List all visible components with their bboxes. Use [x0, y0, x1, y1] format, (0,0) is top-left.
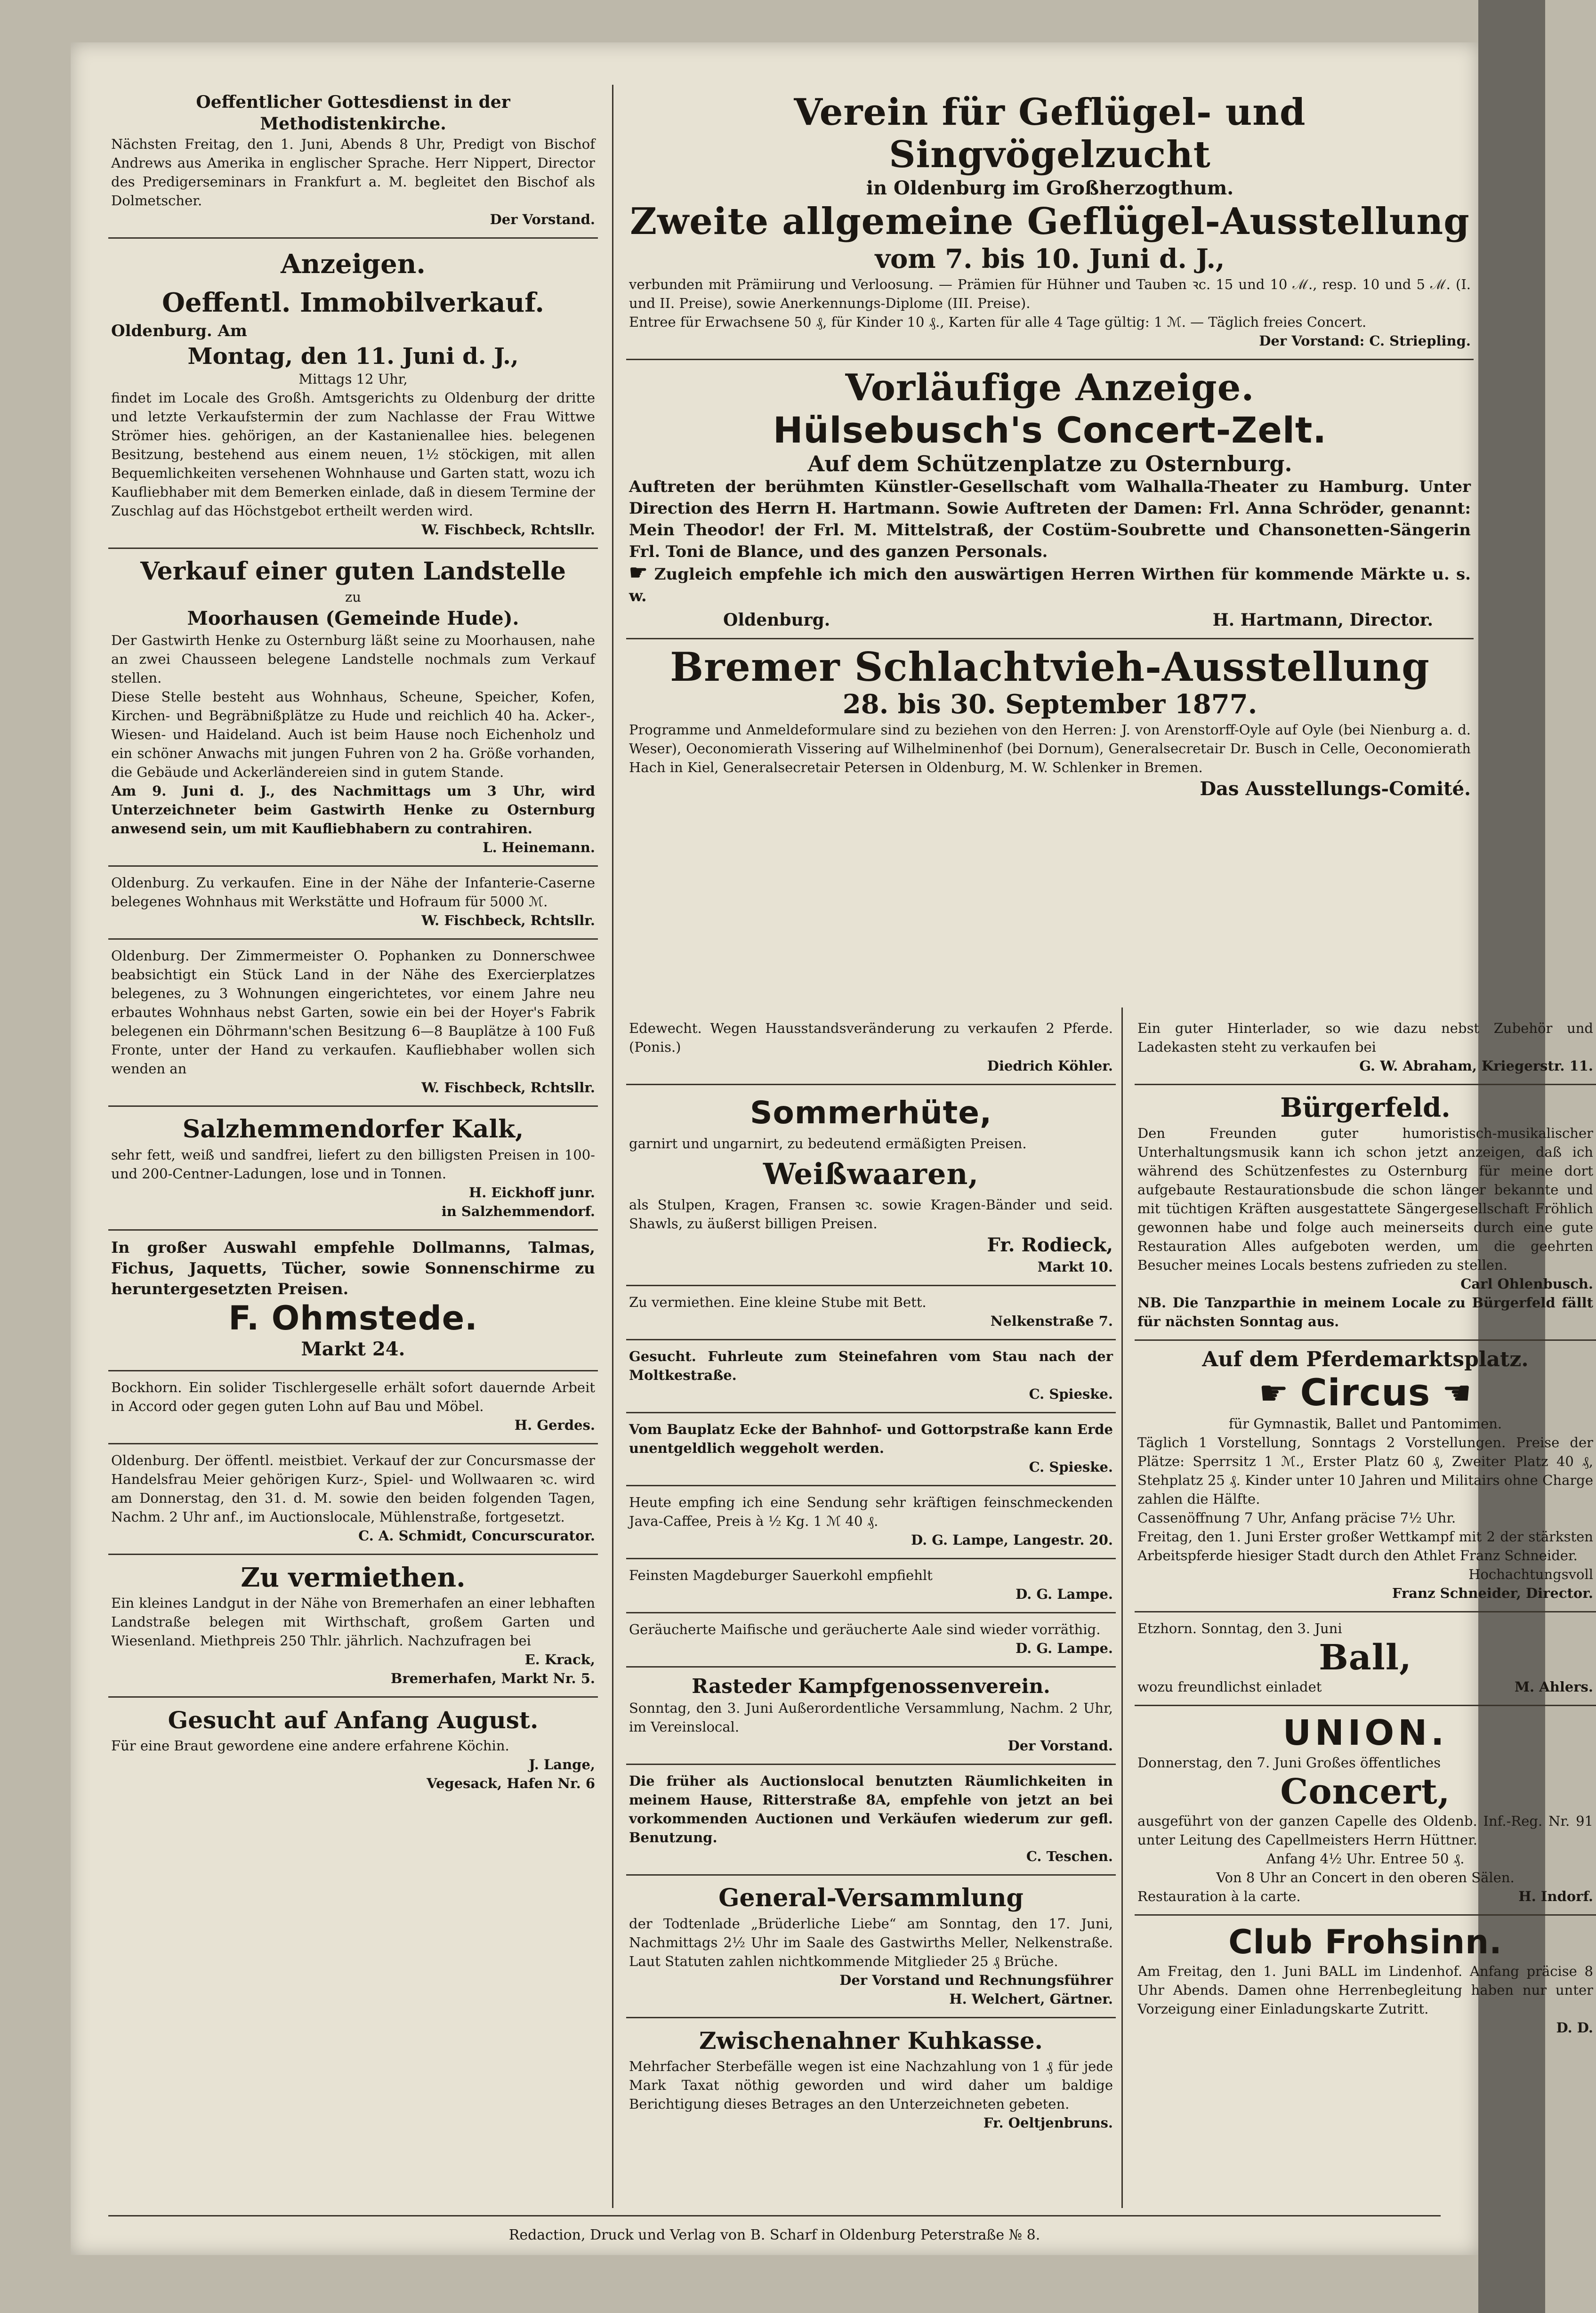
- ad-text: Cassenöffnung 7 Uhr, Anfang präcise 7½ Uhr.: [1137, 1510, 1456, 1526]
- ad-signature: Diedrich Köhler.: [987, 1058, 1113, 1074]
- ad-signature: L. Heinemann.: [483, 839, 595, 855]
- ad-signature: Franz Schneider, Director.: [1392, 1585, 1593, 1601]
- ad-tischler: [108, 1371, 598, 1444]
- ad-title: Vorläufige Anzeige.: [845, 366, 1255, 409]
- ad-title-2: Zweite allgemeine Geflügel-Ausstellung: [630, 200, 1470, 243]
- ad-text: Sonntag, den 3. Juni Außerordentliche Versammlung, Nachm. 2 Uhr, im Vereinslocal.: [629, 1700, 1113, 1735]
- ad-text: Den Freunden guter humoristisch-musikalischer Unterhaltungsmusik kann ich schon jetzt anzeigen, daß ich während des Schützenfestes zu Osternburg für meine dort aufgebaute Restaurationsbude die schon länger bekannte und mit tüchtigen Kräften ausgestattete Sängergesellschaft Fröhlich gewonnen habe und folge auch meinerseits durch eine gute Restauration Alles aufgeboten werden, um die geehrten Besucher meines Locals bestens zufrieden zu stellen.: [1137, 1125, 1593, 1273]
- ad-club-frohsinn: [1135, 1916, 1596, 2046]
- ad-teschen: [626, 1765, 1116, 1876]
- ad-address: Markt 24.: [301, 1338, 405, 1360]
- ad-lampe-sauerkohl: [626, 1559, 1116, 1613]
- ad-text: verbunden mit Prämiirung und Verloosung. — Prämien für Hühner und Tauben ꝛc. 15 und 10 ℳ., resp. 10 und 5 ℳ. (I. und II. Preise), sowie Anerkennungs-Diplome (III. Preise).: [629, 276, 1471, 311]
- ad-title: Verkauf einer guten Landstelle: [140, 557, 566, 586]
- pointing-hand-left-icon: ☛: [1442, 1374, 1472, 1412]
- center-column: [626, 1012, 1116, 2217]
- ad-title: Circus: [1300, 1372, 1431, 1414]
- ad-title-2: Concert,: [1280, 1772, 1451, 1812]
- ad-fuhrleute: [626, 1340, 1116, 1413]
- ad-title: Oeffentlicher Gottesdienst in der Methodistenkirche.: [196, 92, 510, 134]
- ad-title: Bremer Schlachtvieh-Ausstellung: [670, 644, 1430, 690]
- ad-time: Mittags 12 Uhr,: [298, 371, 408, 387]
- ad-zu: zu: [345, 589, 361, 605]
- ad-title: Oeffentl. Immobilverkauf.: [162, 287, 544, 318]
- ad-immobilverkauf: [108, 280, 598, 549]
- ad-text: der Todtenlade „Brüderliche Liebe“ am Sonntag, den 17. Juni, Nachmittags 2½ Uhr im Saale des Gastwirths Meller, Nelkenstraße. Laut Statuten zahlen nichtkommende Mitglieder 25 ₰ Brüche.: [629, 1916, 1113, 1969]
- ad-title: Salzhemmendorfer Kalk,: [182, 1115, 524, 1144]
- ad-title: UNION.: [1282, 1713, 1448, 1753]
- ad-vermiethen: [108, 1555, 598, 1698]
- ad-text: Am 9. Juni d. J., des Nachmittags um 3 Uhr, wird Unterzeichneter beim Gastwirth Henke zu Osternburg anwesend sein, um mit Kaufliebhabern zu contrahiren.: [111, 783, 595, 837]
- ad-generalversammlung: [626, 1876, 1116, 2018]
- ad-lampe-maifische: [626, 1613, 1116, 1668]
- ad-text: Für eine Braut gewordene eine andere erfahrene Köchin.: [111, 1738, 509, 1754]
- ad-koechin: [108, 1698, 598, 1801]
- ad-erde: [626, 1413, 1116, 1486]
- ad-signature: Der Vorstand und Rechnungsführer: [839, 1972, 1113, 1988]
- ad-title-2: Weißwaaren,: [763, 1157, 979, 1191]
- imprint-footer: Redaction, Druck und Verlag von B. Scharf in Oldenburg Peterstraße № 8.: [508, 2227, 1040, 2243]
- ad-union: [1135, 1706, 1596, 1916]
- ad-signature: Der Vorstand.: [1008, 1738, 1113, 1754]
- ad-signature: H. Eickhoff junr.: [468, 1185, 595, 1201]
- ad-text: sehr fett, weiß und sandfrei, liefert zu den billigsten Preisen in 100- und 200-Centner-Ladungen, lose und in Tonnen.: [111, 1147, 595, 1182]
- ad-signature: C. Teschen.: [1026, 1848, 1113, 1864]
- ad-place: Oldenburg. Am: [111, 322, 247, 340]
- pointing-hand-icon: ☛: [629, 561, 648, 585]
- ad-signature: D. G. Lampe.: [1016, 1640, 1113, 1656]
- ad-ball: [1135, 1612, 1596, 1706]
- ad-signature: C. Spieske.: [1029, 1386, 1113, 1402]
- ad-title: Zu vermiethen.: [241, 1562, 466, 1593]
- ad-text: Vom Bauplatz Ecke der Bahnhof- und Gottorpstraße kann Erde unentgeldlich weggeholt werden.: [629, 1421, 1113, 1456]
- ad-signature: E. Krack,: [524, 1652, 595, 1668]
- ad-signature: Carl Ohlenbusch.: [1460, 1276, 1593, 1292]
- ad-bauplaetze: [108, 940, 598, 1107]
- ad-text: Etzhorn. Sonntag, den 3. Juni: [1137, 1620, 1342, 1636]
- ad-circus: [1135, 1341, 1596, 1612]
- ad-footer: [1137, 1887, 1593, 1906]
- ad-text: Bockhorn. Ein solider Tischlergeselle erhält sofort dauernde Arbeit in Accord oder gegen guten Lohn auf Bau und Möbel.: [111, 1379, 595, 1414]
- ad-kampfgenossen: [626, 1668, 1116, 1765]
- ad-place: Moorhausen (Gemeinde Hude).: [187, 607, 519, 629]
- ad-signature: Der Vorstand: C. Striepling.: [1259, 333, 1471, 349]
- ad-subtitle: Auf dem Schützenplatze zu Osternburg.: [807, 451, 1292, 476]
- ad-signature: C. Spieske.: [1029, 1459, 1113, 1475]
- ad-text: Edewecht. Wegen Hausstandsveränderung zu verkaufen 2 Pferde. (Ponis.): [629, 1020, 1113, 1055]
- ad-title-row: [1137, 1372, 1593, 1414]
- ad-title: General-Versammlung: [718, 1884, 1024, 1912]
- ad-signature: D. G. Lampe, Langestr. 20.: [911, 1532, 1113, 1548]
- ad-text: Donnerstag, den 7. Juni Großes öffentliches: [1137, 1755, 1441, 1771]
- ad-text: Programme und Anmeldeformulare sind zu beziehen von den Herren: J. von Arenstorff-Oyle auf Oyle (bei Nienburg a. d. Weser), Oeconomierath Vissering auf Wilhelminenhof (bei Dornum), Generalsecretair Dr. Busch in Celle, Oeconomierath Hach in Kiel, Generalsecretair Petersen in Oldenburg, M. W. Schlenker in Bremen.: [629, 722, 1471, 775]
- ad-title: Verein für Geflügel- und Singvögelzucht: [794, 91, 1306, 176]
- ad-text: Oldenburg. Zu verkaufen. Eine in der Nähe der Infanterie-Caserne belegenes Wohnhaus mit Werkstätte und Hofraum für 5000 ℳ.: [111, 875, 595, 910]
- ad-title: Bürgerfeld.: [1280, 1092, 1451, 1123]
- ad-ohmstede: [108, 1231, 598, 1371]
- ad-address: Markt 10.: [1037, 1259, 1113, 1275]
- right-top-ads: [626, 85, 1474, 810]
- ad-text: Ein guter Hinterlader, so wie dazu nebst Zubehör und Ladekasten steht zu verkaufen bei: [1137, 1020, 1593, 1055]
- ad-place: Oldenburg.: [723, 610, 830, 630]
- ad-text: Täglich 1 Vorstellung, Sonntags 2 Vorstellungen. Preise der Plätze: Sperrsitz 1 ℳ., Erster Platz 60 ₰, Zweiter Platz 40 ₰, Stehplatz 25 ₰. Kinder unter 10 Jahren und Militairs ohne Charge zahlen die Hälfte.: [1137, 1435, 1593, 1507]
- ad-name: F. Ohmstede.: [228, 1299, 478, 1338]
- ad-date: Montag, den 11. Juni d. J.,: [187, 343, 519, 370]
- ad-place: Auf dem Pferdemarktsplatz.: [1202, 1347, 1529, 1371]
- ad-schlachtvieh: [626, 639, 1474, 810]
- ad-title: Sommerhüte,: [750, 1095, 992, 1131]
- ad-text: Geräucherte Maifische und geräucherte Aale sind wieder vorräthig.: [629, 1621, 1101, 1637]
- ad-signature: in Salzhemmendorf.: [441, 1203, 595, 1219]
- column-divider-right: [1121, 1007, 1123, 2208]
- ad-dates: 28. bis 30. September 1877.: [842, 689, 1257, 720]
- ad-text: Auftreten der berühmten Künstler-Gesellschaft vom Walhalla-Theater zu Hamburg. Unter Direction des Herrn H. Hartmann. Sowie Auftreten der Damen: Frl. Anna Schröder, genannt: Mein Theodor! der Frl. M. Mittelstraß, der Costüm-Soubrette und Chansonetten-Sängerin Frl. Toni de Blance, und des ganzen Personals.: [629, 477, 1471, 561]
- ad-signature: H. Hartmann, Director.: [1212, 610, 1433, 630]
- ad-text: Diese Stelle besteht aus Wohnhaus, Scheune, Speicher, Kofen, Kirchen- und Begräbnißplätze zu Hude und reichlich 40 ha. Acker-, Wiesen- und Haideland. Auch ist beim Hause noch Eichenholz und ein schöner Anwachs mit jungen Fuhren von 2 ha. Größe vorhanden, die Gebäude und Ackerländereien sind in gutem Stande.: [111, 689, 595, 780]
- ad-text: [629, 563, 1471, 607]
- ad-signature: H. Welchert, Gärtner.: [949, 1991, 1113, 2007]
- ad-text: wozu freundlichst einladet: [1137, 1679, 1322, 1695]
- ad-text: Zu vermiethen. Eine kleine Stube mit Bett.: [629, 1294, 927, 1310]
- ad-subtitle: für Gymnastik, Ballet und Pantomimen.: [1228, 1416, 1502, 1432]
- ad-title: Ball,: [1319, 1637, 1412, 1678]
- ad-gottesdienst: [108, 85, 598, 239]
- ad-text: findet im Locale des Großh. Amtsgerichts zu Oldenburg der dritte und letzte Verkaufstermin der zum Nachlasse der Frau Wittwe Strömer hies. gehörigen, an der Kastanienallee hies. belegenen Besitzung, bestehend aus einem neuen, 1½ stöckigen, mit allen Bequemlichkeiten versehenen Wohnhause und Garten statt, wozu ich Kaufliebhaber mit dem Bemerken einlade, daß in diesem Termine der Zuschlag auf das Höchstgebot ertheilt werden wird.: [111, 390, 595, 519]
- ad-title-2: Hülsebusch's Concert-Zelt.: [773, 409, 1327, 451]
- ad-signature: Das Ausstellungs-Comité.: [1200, 778, 1471, 800]
- ad-lampe-caffee: [626, 1486, 1116, 1559]
- newspaper-page: [71, 42, 1593, 2255]
- ad-text: In großer Auswahl empfehle Dollmanns, Talmas, Fichus, Jaquetts, Tücher, sowie Sonnenschirme zu heruntergesetzten Preisen.: [111, 1238, 595, 1298]
- left-column: [108, 85, 598, 2217]
- ad-subtitle: in Oldenburg im Großherzogthum.: [866, 177, 1234, 199]
- ad-text: Oldenburg. Der öffentl. meistbiet. Verkauf der zur Concursmasse der Handelsfrau Meier gehörigen Kurz-, Spiel- und Wollwaaren ꝛc. wird am Donnerstag, den 31. d. M. sowie den beiden folgenden Tagen, Nachm. 2 Uhr anf., im Auctionslocale, Mühlenstraße, fortgesetzt.: [111, 1452, 595, 1525]
- ad-hinterlader: [1135, 1012, 1596, 1085]
- ad-signature: W. Fischbeck, Rchtsllr.: [421, 522, 595, 538]
- ad-text: Am Freitag, den 1. Juni BALL im Lindenhof. Anfang präcise 8 Uhr Abends. Damen ohne Herrenbegleitung haben nur unter Vorzeigung einer Einladungskarte Zutritt.: [1137, 1963, 1593, 2017]
- ad-signature: Der Vorstand.: [490, 211, 595, 227]
- ad-verein-gefluegel: [626, 85, 1474, 360]
- ad-footer: [629, 611, 1471, 629]
- ad-text: Mehrfacher Sterbefälle wegen ist eine Nachzahlung von 1 ₰ für jede Mark Taxat nöthig geworden und wird daher um baldige Berichtigung dieses Betrages an den Unterzeichneten gebeten.: [629, 2058, 1113, 2112]
- ad-signature: Bremerhafen, Markt Nr. 5.: [390, 1670, 595, 1686]
- pointing-hand-right-icon: ☛: [1258, 1374, 1289, 1412]
- ad-buergerfeld: [1135, 1085, 1596, 1341]
- ad-text: Ein kleines Landgut in der Nähe von Bremerhafen an einer lebhaften Landstraße belegen mit Wirthschaft, großem Garten und Wiesenland. Miethpreis 250 Thlr. jährlich. Nachzufragen bei: [111, 1595, 595, 1649]
- ad-text-inner: Zugleich empfehle ich mich den auswärtigen Herren Wirthen für kommende Märkte u. s. w.: [629, 565, 1471, 605]
- ad-text: Die früher als Auctionslocal benutzten Räumlichkeiten in meinem Hause, Ritterstraße 8A, empfehle von jetzt an bei vorkommenden Auctionen und Verkäufen wiederum zur gefl. Benutzung.: [629, 1773, 1113, 1846]
- ad-text: Anfang 4½ Uhr. Entree 50 ₰.: [1266, 1851, 1465, 1867]
- ad-text: Nächsten Freitag, den 1. Juni, Abends 8 Uhr, Predigt von Bischof Andrews aus Amerika in englischer Sprache. Herr Nippert, Director des Predigerseminars in Frankfurt a. M. begleitet den Bischof als Dolmetscher.: [111, 136, 595, 209]
- ad-pferde: [626, 1012, 1116, 1085]
- ad-signature: D. D.: [1556, 2020, 1593, 2036]
- ad-text: Der Gastwirth Henke zu Osternburg läßt seine zu Moorhausen, nahe an zwei Chausseen belegene Landstelle nochmals zum Verkauf stellen.: [111, 632, 595, 686]
- ad-text: Freitag, den 1. Juni Erster großer Wettkampf mit 2 der stärksten Arbeitspferde hiesiger Stadt durch den Athlet Franz Schneider.: [1137, 1529, 1593, 1563]
- ad-text: Oldenburg. Der Zimmermeister O. Pophanken zu Donnerschwee beabsichtigt ein Stück Land in der Nähe des Exercierplatzes belegenes, zu 3 Wohnungen eingerichtetes, vor einem Jahre neu erbautes Wohnhaus nebst Garten, sowie ein bei der Hoyer's Fabrik belegenen ein Döhrmann'schen Besitzung 6—8 Bauplätze à 100 Fuß Fronte, unter der Hand zu verkaufen. Kaufliebhaber wollen sich wenden an: [111, 948, 595, 1077]
- ad-sommerhuete: [626, 1085, 1116, 1286]
- ad-concert-zelt: [626, 360, 1474, 639]
- footer-rule: [108, 2215, 1441, 2216]
- ad-dates: vom 7. bis 10. Juni d. J.,: [875, 243, 1225, 274]
- ad-concurs: [108, 1444, 598, 1555]
- ad-text: als Stulpen, Kragen, Fransen ꝛc. sowie Kragen-Bänder und seid. Shawls, zu äußerst billigen Preisen.: [629, 1197, 1113, 1232]
- ad-signature: D. G. Lampe.: [1016, 1586, 1113, 1602]
- ad-kalk: [108, 1107, 598, 1231]
- ad-address: Nelkenstraße 7.: [990, 1313, 1113, 1329]
- ad-signature: Fr. Oeltjenbruns.: [983, 2115, 1113, 2131]
- column-divider-left: [612, 85, 613, 2208]
- right-column: [1135, 1012, 1596, 2217]
- ad-text: Heute empfing ich eine Sendung sehr kräftigen feinschmeckenden Java-Caffee, Preis à ½ Kg. 1 ℳ 40 ₰.: [629, 1494, 1113, 1529]
- ad-signature: H. Gerdes.: [514, 1417, 595, 1433]
- ad-signature: H. Indorf.: [1518, 1888, 1593, 1904]
- ad-title: Rasteder Kampfgenossenverein.: [692, 1675, 1050, 1698]
- ad-title: Club Frohsinn.: [1228, 1923, 1502, 1961]
- ad-signature: W. Fischbeck, Rchtsllr.: [421, 912, 595, 928]
- ad-signature: J. Lange,: [529, 1757, 595, 1773]
- ad-title: Zwischenahner Kuhkasse.: [699, 2027, 1043, 2055]
- ad-name: Fr. Rodieck,: [987, 1234, 1113, 1256]
- ad-text: Von 8 Uhr an Concert in den oberen Sälen.: [1216, 1870, 1515, 1886]
- ad-signature: G. W. Abraham, Kriegerstr. 11.: [1359, 1058, 1593, 1074]
- ad-text: ausgeführt von der ganzen Capelle des Oldenb. Inf.-Reg. Nr. 91 unter Leitung des Capellmeisters Herrn Hüttner.: [1137, 1813, 1593, 1848]
- ad-text: Gesucht. Fuhrleute zum Steinefahren vom Stau nach der Moltkestraße.: [629, 1348, 1113, 1383]
- ad-kuhkasse: [626, 2018, 1116, 2141]
- ad-text: Feinsten Magdeburger Sauerkohl empfiehlt: [629, 1567, 933, 1583]
- ad-footer: [1137, 1677, 1593, 1696]
- ad-text: Entree für Erwachsene 50 ₰, für Kinder 10 ₰., Karten für alle 4 Tage gültig: 1 ℳ. — Täglich freies Concert.: [629, 314, 1367, 330]
- ad-signature: Hochachtungsvoll: [1468, 1566, 1593, 1582]
- ad-signature: M. Ahlers.: [1514, 1679, 1593, 1695]
- ad-title: Gesucht auf Anfang August.: [168, 1706, 539, 1734]
- ad-text: Restauration à la carte.: [1137, 1888, 1301, 1904]
- ad-signature: W. Fischbeck, Rchtsllr.: [421, 1080, 595, 1096]
- ad-signature: C. A. Schmidt, Concurscurator.: [358, 1528, 595, 1544]
- ad-signature: Vegesack, Hafen Nr. 6: [427, 1775, 595, 1791]
- section-heading-anzeigen: Anzeigen.: [281, 249, 426, 280]
- ad-text: garnirt und ungarnirt, zu bedeutend ermäßigten Preisen.: [629, 1136, 1027, 1152]
- ad-note: NB. Die Tanzparthie in meinem Locale zu Bürgerfeld fällt für nächsten Sonntag aus.: [1137, 1295, 1593, 1330]
- ad-wohnhaus: [108, 867, 598, 940]
- ad-landstelle: [108, 549, 598, 867]
- ad-stube: [626, 1286, 1116, 1340]
